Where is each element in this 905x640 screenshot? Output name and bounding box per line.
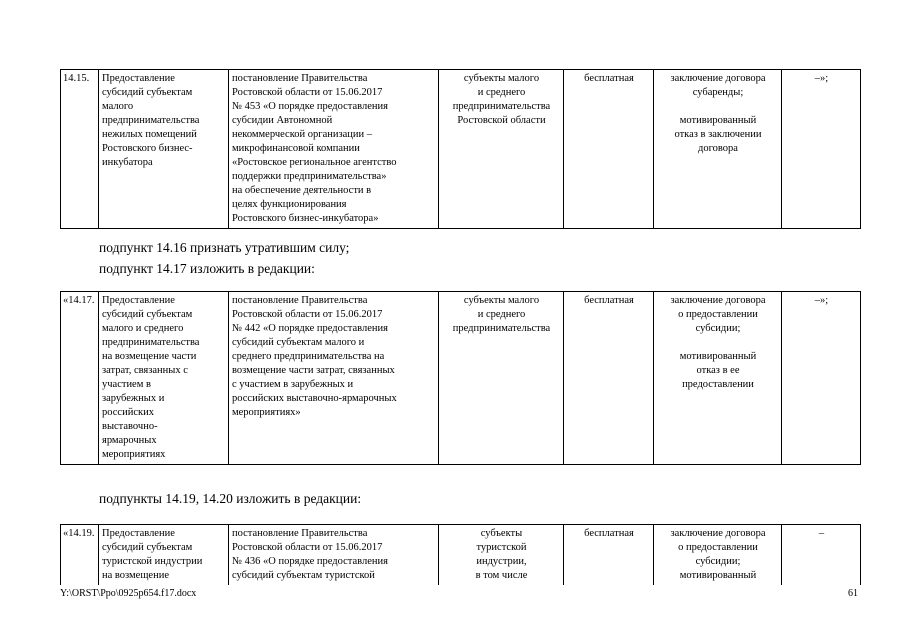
service-name: Предоставление субсидий субъектам туристской индустрии на возмещение (99, 525, 229, 586)
row-end: –»; (782, 292, 861, 465)
table-row (61, 525, 861, 586)
legal-basis: постановление Правительства Ростовской области от 15.06.2017 № 453 «О порядке предоставления субсидии Автономной некоммерческой организации – микрофинансовой компании «Ростовское региональное агентство поддержки предпринимательства» на обеспечение деятельности в целях функционирования Ростовского бизнес-инкубатора» (229, 70, 439, 229)
row-end: –»; (782, 70, 861, 229)
result: заключение договора субаренды; мотивированный отказ в заключении договора (654, 70, 782, 229)
recipients: субъекты малого и среднего предпринимательства Ростовской области (439, 70, 564, 229)
page-number: 61 (848, 588, 858, 599)
paragraph-14-17: подпункт 14.17 изложить в редакции: (99, 261, 315, 276)
row-number: «14.17. (61, 292, 99, 465)
row-number: «14.19. (61, 525, 99, 586)
paragraph-14-19-14-20: подпункты 14.19, 14.20 изложить в редакции: (99, 491, 362, 506)
result: заключение договора о предоставлении субсидии; мотивированный отказ в ее предоставлении (654, 292, 782, 465)
fee: бесплатная (564, 292, 654, 465)
service-name: Предоставление субсидий субъектам малого предпринимательства нежилых помещений Ростовского бизнес- инкубатора (99, 70, 229, 229)
fee: бесплатная (564, 70, 654, 229)
result: заключение договора о предоставлении субсидии; мотивированный (654, 525, 782, 586)
fee: бесплатная (564, 525, 654, 586)
service-name: Предоставление субсидий субъектам малого и среднего предпринимательства на возмещение части затрат, связанных с участием в зарубежных и российских выставочно- ярмарочных мероприятиях (99, 292, 229, 465)
row-number: 14.15. (61, 70, 99, 229)
legal-basis: постановление Правительства Ростовской области от 15.06.2017 № 436 «О порядке предоставления субсидий субъектам туристской (229, 525, 439, 586)
recipients: субъекты малого и среднего предпринимательства (439, 292, 564, 465)
row-end: – (782, 525, 861, 586)
paragraph-14-16: подпункт 14.16 признать утратившим силу; (99, 240, 350, 255)
legal-basis: постановление Правительства Ростовской области от 15.06.2017 № 442 «О порядке предоставления субсидий субъектам малого и среднего предпринимательства на возмещение части затрат, связанных с участием в зарубежных и российских выставочно-ярмарочных мероприятиях» (229, 292, 439, 465)
footer-file-path: Y:\ORST\Ppo\0925p654.f17.docx (60, 588, 197, 599)
table-row-14-19 (60, 524, 861, 585)
recipients: субъекты туристской индустрии, в том числе (439, 525, 564, 586)
